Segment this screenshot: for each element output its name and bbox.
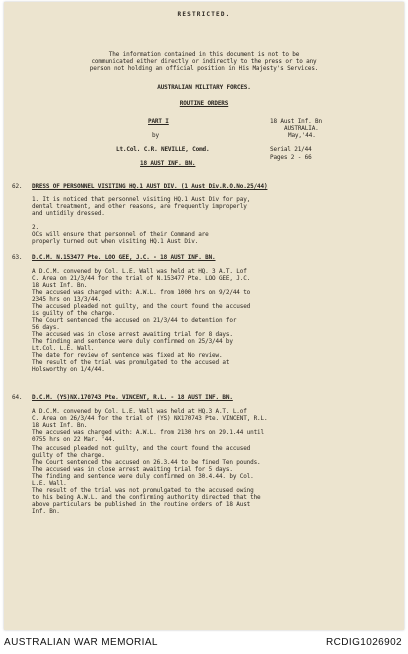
section-line: Lt.Col. L.E. Wall. (32, 345, 95, 352)
section-line: The accused was charged with: A.W.L. from 1000 hrs on 9/2/44 to (32, 289, 251, 296)
unit-block-line: May,'44. (288, 132, 316, 139)
section-line: The Court sentenced the accused on 26.3.44 to be fined Ten pounds. (32, 459, 261, 466)
unit-block-line: 18 Aust Inf. Bn (270, 118, 322, 125)
section-line: The accused was charged with: A.W.L. from 2130 hrs on 29.1.44 until (32, 429, 264, 436)
section-heading: D.C.M. (YS)NX.170743 Pte. VINCENT, R.L. - 18 AUST INF. BN. (32, 394, 233, 401)
section-line: is guilty of the charge. (32, 310, 116, 317)
section-line: The result of the trial was not promulgated to the accused owing (32, 487, 254, 494)
section-line: above particulars be published in the routine orders of 18 Aust (32, 501, 251, 508)
commander-name: Lt.Col. C.R. NEVILLE, Comd. (116, 146, 210, 153)
section-line: The accused pleaded not guilty, and the court found the accused (32, 303, 251, 310)
section-line: The result of the trial was promulgated to the accused at (32, 359, 230, 366)
classification-heading: RESTRICTED. (177, 11, 231, 18)
section-line: A D.C.M. convened by Col. L.E. Wall was held at HQ. 3 A.T. Lof (32, 268, 247, 275)
section-line: C. Area on 21/3/44 for the trial of N.153477 Pte. LOO GEE, J.C. (32, 275, 251, 282)
section-line: properly turned out when visiting HQ.1 Aust Div. (32, 238, 199, 245)
section-line: Inf. Bn. (32, 508, 60, 515)
section-line: The accused was in close arrest awaiting trial for 5 days. (32, 466, 233, 473)
section-line: 1. It is noticed that personnel visiting HQ.1 Aust Div for pay, (32, 196, 251, 203)
section-line: The finding and sentence were duly confirmed on 30.4.44. by Col. (32, 473, 254, 480)
section-number: 62. (12, 183, 23, 190)
section-line: L.E. Wall. (32, 480, 67, 487)
section-line: The accused pleaded not guilty, and the court found the accused (32, 445, 251, 452)
section-line: The date for review of sentence was fixed at No review. (32, 352, 223, 359)
section-line: 0755 hrs on 22 Mar. '44. (32, 436, 116, 443)
footer-reference: RCDIG1026902 (326, 637, 402, 648)
section-line: A D.C.M. convened by Col. L.E. Wall was held at HQ.3 A.T. L.of (32, 408, 247, 415)
part-label: PART I (148, 118, 169, 125)
section-number: 63. (12, 254, 23, 261)
notice-line: The information contained in this document is not to be (108, 51, 300, 58)
section-line: to his being A.W.L. and the confirming authority directed that the (32, 494, 261, 501)
section-line: C. Area on 26/3/44 for the trial of (YS) NX170743 Pte. VINCENT, R.L. (32, 415, 268, 422)
section-line: and untidily dressed. (32, 210, 105, 217)
section-heading: D.C.M. N.153477 Pte. LOO GEE, J.C. - 18 AUST INF. BN. (32, 254, 216, 261)
section-line: The finding and sentence were duly confirmed on 25/3/44 by (32, 338, 233, 345)
page-range: Pages 2 - 66 (270, 154, 312, 161)
section-line: 18 Aust Inf. Bn. (32, 282, 88, 289)
by-label: by (152, 132, 159, 139)
section-line: dental treatment, and other reasons, are frequently improperly (32, 203, 247, 210)
section-number: 64. (12, 394, 23, 401)
section-line: OCs will ensure that personnel of their Command are (32, 231, 209, 238)
notice-line: person not holding an official position in His Majesty's Services. (89, 65, 319, 72)
unit-block-line: AUSTRALIA. (284, 125, 319, 132)
section-line: 2. (32, 224, 39, 231)
footer-source: AUSTRALIAN WAR MEMORIAL (4, 637, 158, 648)
section-line: guilty of the charge. (32, 452, 105, 459)
footer-bar (0, 632, 408, 654)
section-line: 56 days. (32, 324, 60, 331)
section-line: 2345 hrs on 13/3/44. (32, 296, 102, 303)
document-page (4, 2, 404, 630)
section-heading: DRESS OF PERSONNEL VISITING HQ.1 AUST DIV. (1 Aust Div.R.O.No.25/44) (32, 183, 268, 190)
section-line: The Court sentenced the accused on 21/3/44 to detention for (32, 317, 237, 324)
section-line: 18 Aust Inf. Bn. (32, 422, 88, 429)
serial-number: Serial 21/44 (270, 146, 312, 153)
section-line: Holsworthy on 1/4/44. (32, 366, 105, 373)
routine-orders-title: ROUTINE ORDERS (179, 100, 229, 107)
notice-line: communicated either directly or indirectly to the press or to any (91, 58, 317, 65)
unit-title: 18 AUST INF. BN. (140, 160, 196, 167)
section-line: The accused was in close arrest awaiting trial for 8 days. (32, 331, 233, 338)
force-heading: AUSTRALIAN MILITARY FORCES. (157, 84, 251, 91)
